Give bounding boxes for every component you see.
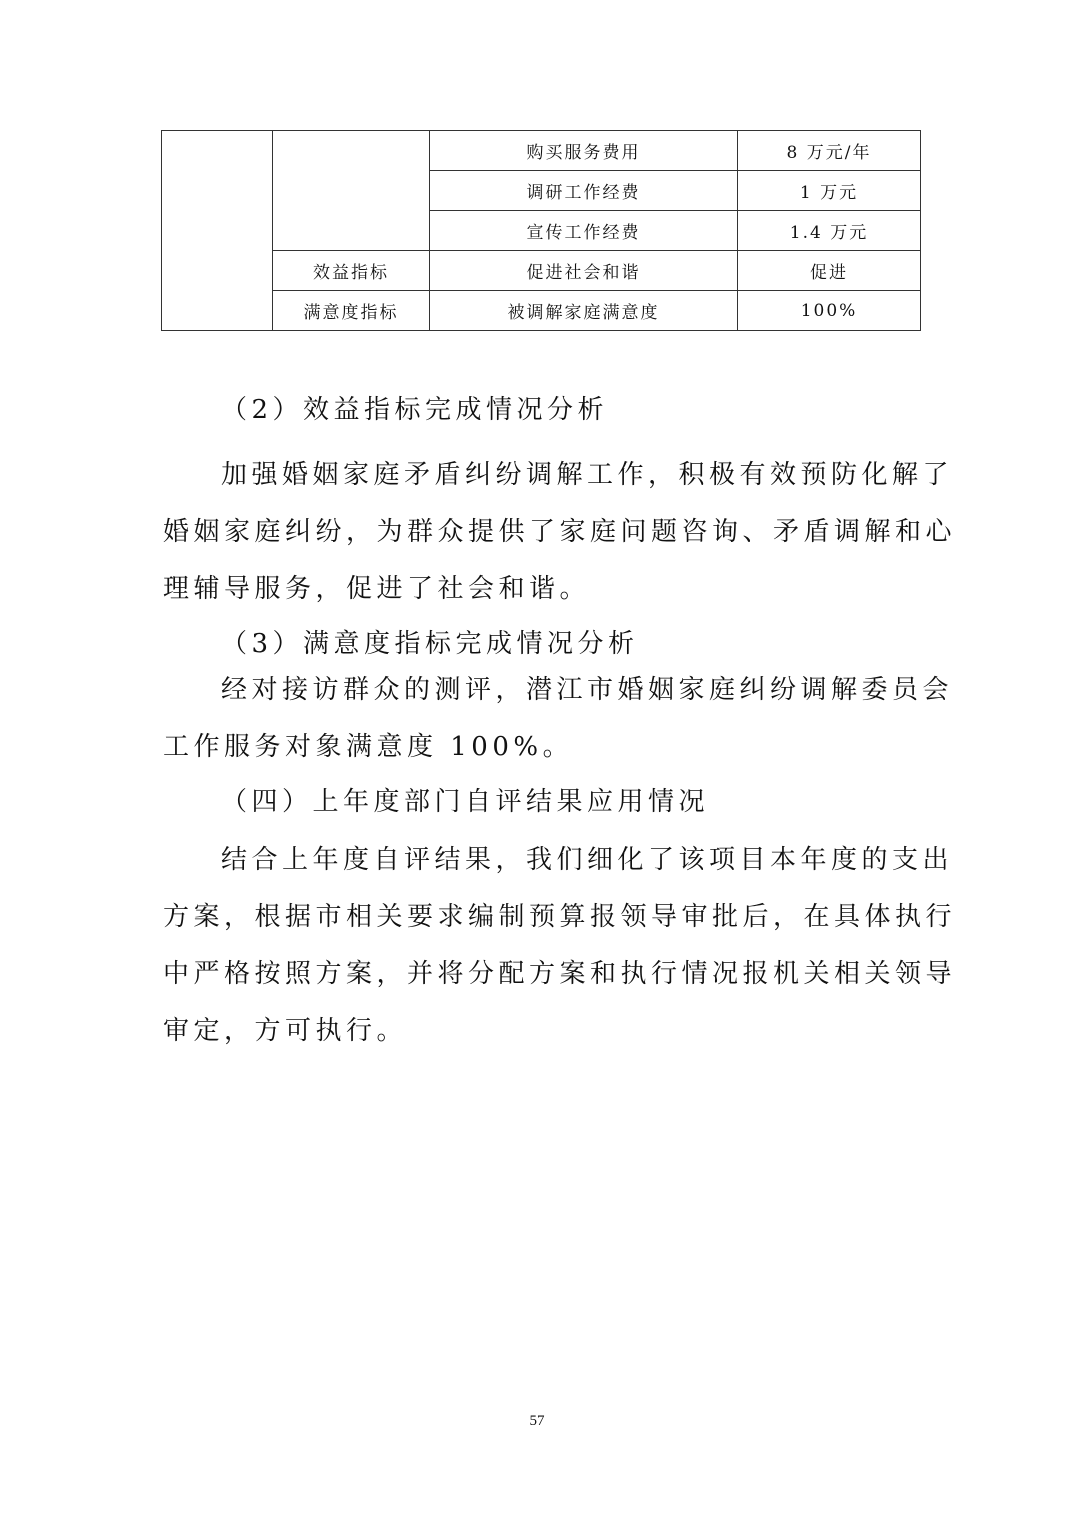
table-cell-item: 被调解家庭满意度 xyxy=(430,291,738,331)
table-cell-item: 促进社会和谐 xyxy=(430,251,738,291)
table-cell-value: 促进 xyxy=(738,251,921,291)
satisfaction-heading: （3）满意度指标完成情况分析 xyxy=(221,629,639,659)
table-cell-value: 100% xyxy=(738,291,921,331)
paragraph-line: 理辅导服务，促进了社会和谐。 xyxy=(163,574,591,604)
page-number: 57 xyxy=(529,1413,545,1429)
table-cell-indicator xyxy=(273,131,430,251)
paragraph-line: 方案，根据市相关要求编制预算报领导审批后，在具体执行 xyxy=(163,902,957,932)
paragraph-line: 加强婚姻家庭矛盾纠纷调解工作，积极有效预防化解了 xyxy=(221,460,954,490)
benefit-heading: （2）效益指标完成情况分析 xyxy=(221,395,609,425)
table-row xyxy=(162,251,921,291)
table-cell-value: 8 万元/年 xyxy=(738,131,921,171)
table-cell-category xyxy=(162,131,273,331)
paragraph-line: 结合上年度自评结果，我们细化了该项目本年度的支出 xyxy=(221,845,954,875)
table-cell-item: 调研工作经费 xyxy=(430,171,738,211)
paragraph-line: 中严格按照方案，并将分配方案和执行情况报机关相关领导 xyxy=(163,959,957,989)
table-cell-value: 1.4 万元 xyxy=(738,211,921,251)
paragraph-line: 审定，方可执行。 xyxy=(163,1016,408,1046)
satisfaction-paragraph xyxy=(163,662,954,776)
table-cell-indicator: 满意度指标 xyxy=(273,291,430,331)
table-cell-indicator: 效益指标 xyxy=(273,251,430,291)
table-row xyxy=(162,291,921,331)
paragraph-line: 工作服务对象满意度 100%。 xyxy=(163,732,574,762)
table-cell-item: 宣传工作经费 xyxy=(430,211,738,251)
previous-results-heading: （四）上年度部门自评结果应用情况 xyxy=(221,787,710,817)
table-row xyxy=(162,131,921,171)
previous-results-paragraph xyxy=(163,832,957,1060)
table-cell-value: 1 万元 xyxy=(738,171,921,211)
table-cell-item: 购买服务费用 xyxy=(430,131,738,171)
indicator-table xyxy=(161,130,921,331)
paragraph-line: 婚姻家庭纠纷，为群众提供了家庭问题咨询、矛盾调解和心 xyxy=(163,517,957,547)
paragraph-line: 经对接访群众的测评，潜江市婚姻家庭纠纷调解委员会 xyxy=(221,675,954,705)
benefit-paragraph xyxy=(163,447,957,618)
